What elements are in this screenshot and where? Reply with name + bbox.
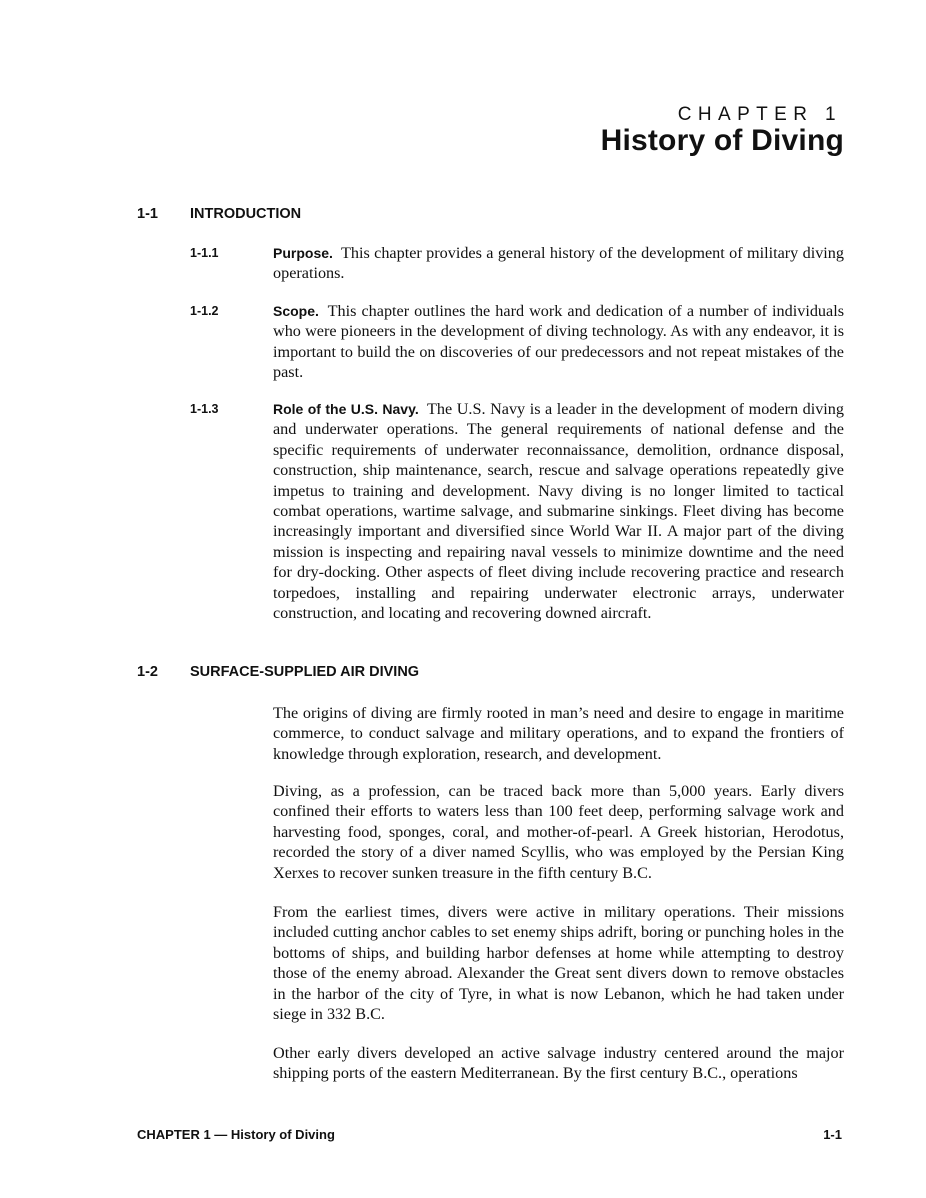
footer-chapter-title: CHAPTER 1 — History of Diving xyxy=(137,1127,335,1142)
chapter-label: CHAPTER 1 xyxy=(677,104,842,125)
section-heading: SURFACE-SUPPLIED AIR DIVING xyxy=(190,664,420,680)
subsection-lead: Role of the U.S. Navy. xyxy=(273,401,419,417)
subsection-lead: Scope. xyxy=(273,303,319,319)
body-paragraph: The origins of diving are firmly rooted in man’s need and desire to engage in maritime commerce, to conduct salvage and military operations, and to expand the frontiers of knowledge through exploration, research, and development. xyxy=(273,704,844,763)
subsection-lead: Purpose. xyxy=(273,245,333,261)
subsection-text: This chapter provides a general history of the development of military diving operations. xyxy=(273,244,844,283)
subsection-text: This chapter outlines the hard work and dedication of a number of individuals who were pioneers in the development of diving technology. As with any endeavor, it is important to build the on discoveries of our predecessors and not repeat mistakes of the past. xyxy=(273,302,845,382)
subsection-number: 1-1.1 xyxy=(190,246,219,260)
subsection-number: 1-1.2 xyxy=(190,304,219,318)
chapter-title: History of Diving xyxy=(600,124,844,157)
subsection-paragraph xyxy=(273,243,844,284)
body-paragraph: Other early divers developed an active salvage industry centered around the major shipping ports of the eastern Mediterranean. By the first century B.C., operations xyxy=(273,1044,844,1083)
body-paragraph: From the earliest times, divers were active in military operations. Their missions included cutting anchor cables to set enemy ships adrift, boring or punching holes in the bottoms of ships, and building harbor defenses at home while attempting to destroy those of the enemy abroad. Alexander the Great sent divers down to remove obstacles in the harbor of the city of Tyre, in what is now Lebanon, which he had taken under siege in 332 B.C. xyxy=(273,903,844,1024)
footer-page-number: 1-1 xyxy=(823,1127,842,1142)
section-number: 1-2 xyxy=(137,664,158,680)
subsection-paragraph xyxy=(273,399,844,623)
subsection-paragraph xyxy=(273,301,844,383)
section-number: 1-1 xyxy=(137,206,158,222)
subsection-number: 1-1.3 xyxy=(190,402,219,416)
section-heading: INTRODUCTION xyxy=(190,206,302,222)
body-paragraph: Diving, as a profession, can be traced back more than 5,000 years. Early divers confined their efforts to waters less than 100 feet deep, performing salvage work and harvesting food, sponges, coral, and mother-of-pearl. A Greek historian, Herodotus, recorded the story of a diver named Scyllis, who was employed by the Persian King Xerxes to recover sunken treasure in the fifth century B.C. xyxy=(273,782,844,882)
subsection-text: The U.S. Navy is a leader in the development of modern diving and underwater operations. The general requirements of national defense and the specific requirements of underwater reconnaissance, demolition, ordnance disposal, construction, ship maintenance, search, rescue and salvage operations repeatedly give impetus to training and development. Navy diving is no longer limited to tactical combat operations, wartime salvage, and submarine sinkings. Fleet diving has become increasingly important and diversified since World War II. A major part of the diving mission is inspecting and repairing naval vessels to minimize downtime and the need for dry-docking. Other aspects of fleet diving include recovering practice and research torpedoes, installing and repairing underwater electronic arrays, underwater construction, and locating and recovering downed aircraft. xyxy=(273,400,844,623)
